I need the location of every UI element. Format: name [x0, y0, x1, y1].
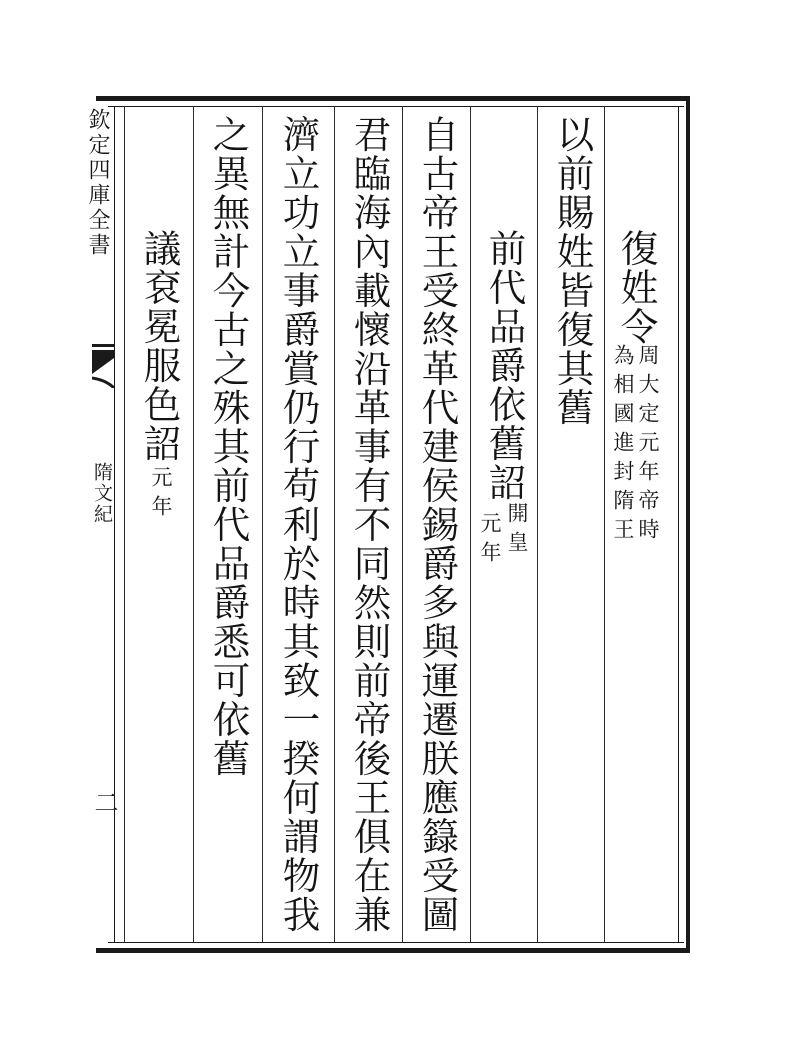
column-divider: [604, 106, 605, 943]
book-title: 欽定四庫全書: [85, 108, 110, 258]
annotation-text: 周大定元年帝時: [636, 344, 660, 547]
annotation-text: 開皇: [505, 502, 529, 560]
body-text: 君臨海內載懷沿革事有不同然則前帝後王俱在兼: [347, 115, 392, 934]
body-text: 之異無計今古之殊其前代品爵悉可依舊: [206, 115, 251, 778]
section-title: 隋文紀: [91, 462, 113, 525]
column-divider: [334, 106, 335, 943]
column-divider: [262, 106, 263, 943]
frame-bottom-rule: [96, 948, 690, 953]
fold-margin-rule: [114, 106, 115, 943]
column-divider: [193, 106, 194, 943]
frame-top-inner-rule: [108, 106, 684, 107]
heading-text: 議袞冕服色詔: [137, 229, 182, 463]
frame-right-inner-rule: [678, 106, 679, 943]
fishtail-mark: [92, 344, 114, 388]
annotation-text: 元年: [478, 512, 502, 570]
frame-top-rule: [96, 96, 690, 101]
annotation-text: 元年: [149, 466, 173, 524]
frame-bottom-inner-rule: [108, 942, 684, 943]
body-text: 濟立功立事爵賞仍行苟利於時其致一揆何謂物我: [276, 115, 321, 934]
column-divider: [124, 106, 125, 943]
page-number: 二: [90, 790, 118, 816]
column-divider: [470, 106, 471, 943]
body-text: 以前賜姓皆復其舊: [550, 115, 595, 427]
column-divider: [402, 106, 403, 943]
annotation-text: 為相國進封隋王: [611, 344, 635, 547]
body-text: 自古帝王受終革代建侯錫爵多與運遷朕應籙受圖: [415, 115, 460, 934]
column-divider: [537, 106, 538, 943]
heading-text: 前代品爵依舊詔: [482, 229, 527, 502]
frame-right-rule: [686, 96, 690, 953]
heading-text: 復姓令: [614, 229, 659, 346]
